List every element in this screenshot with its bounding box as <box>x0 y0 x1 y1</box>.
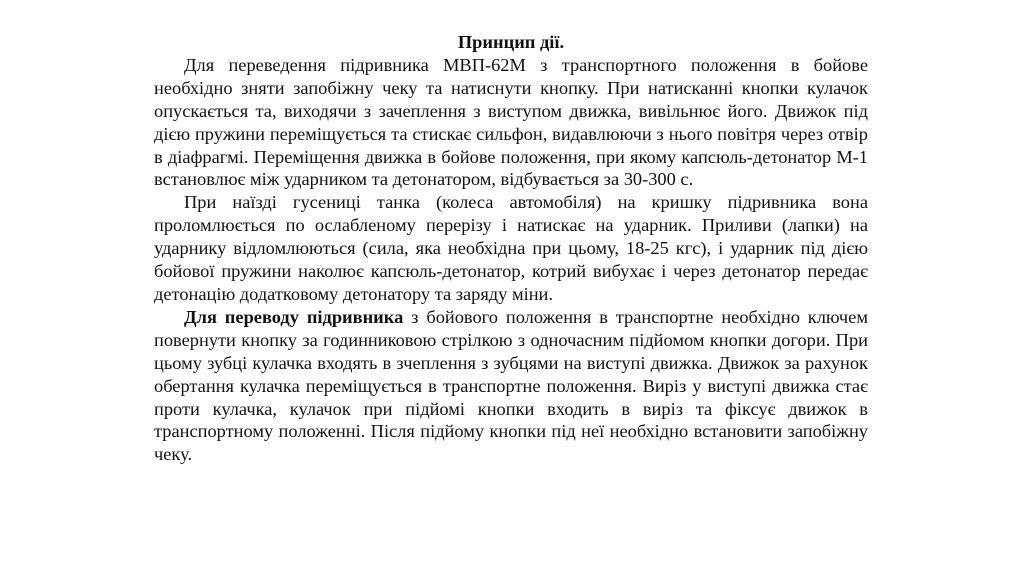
slide-content <box>154 31 868 466</box>
paragraph-disarming <box>154 306 868 466</box>
paragraph-disarming-text: з бойового положення в транспортне необхідно ключем повернути кнопку за годинниковою стрілкою з одночасним підйомом кнопки догори. При цьому зубці кулачка входять в зчеплення з зубцями на виступі движка. Движок за рахунок обертання кулачка переміщується в транспортне положення. Виріз у виступі движка стає проти кулачка, кулачок при підйомі кнопки входить в виріз та фіксує движок в транспортному положенні. Після підйому кнопки під неї необхідно встановити запобіжну чеку. <box>154 306 868 465</box>
paragraph-trigger <box>154 191 868 306</box>
paragraph-disarming-lead: Для переводу підривника <box>184 306 404 327</box>
paragraph-trigger-text: При наїзді гусениці танка (колеса автомобіля) на кришку підривника вона проломлюється по ослабленому перерізу і натискає на ударник. Приливи (лапки) на ударнику відломлюються (сила, яка необхідна при цьому, 18-25 кгс), і ударник під дією бойової пружини наколює капсюль-детонатор, котрий вибухає і через детонатор передає детонацію додатковому детонатору та заряду міни. <box>154 192 868 304</box>
paragraph-arming-text: Для переведення підривника МВП-62М з транспортного положення в бойове необхідно зняти запобіжну чеку та натиснути кнопку. При натисканні кнопки кулачок опускається та, виходячи з зачеплення з виступом движка, вивільнює його. Движок під дією пружини переміщується та стискає сильфон, видавлюючи з нього повітря через отвір в діафрагмі. Переміщення движка в бойове положення, при якому капсюль-детонатор М-1 встановлює між ударником та детонатором, відбувається за 30-300 с. <box>154 54 868 190</box>
page-title: Принцип дії. <box>457 32 565 52</box>
paragraph-arming <box>154 54 868 191</box>
